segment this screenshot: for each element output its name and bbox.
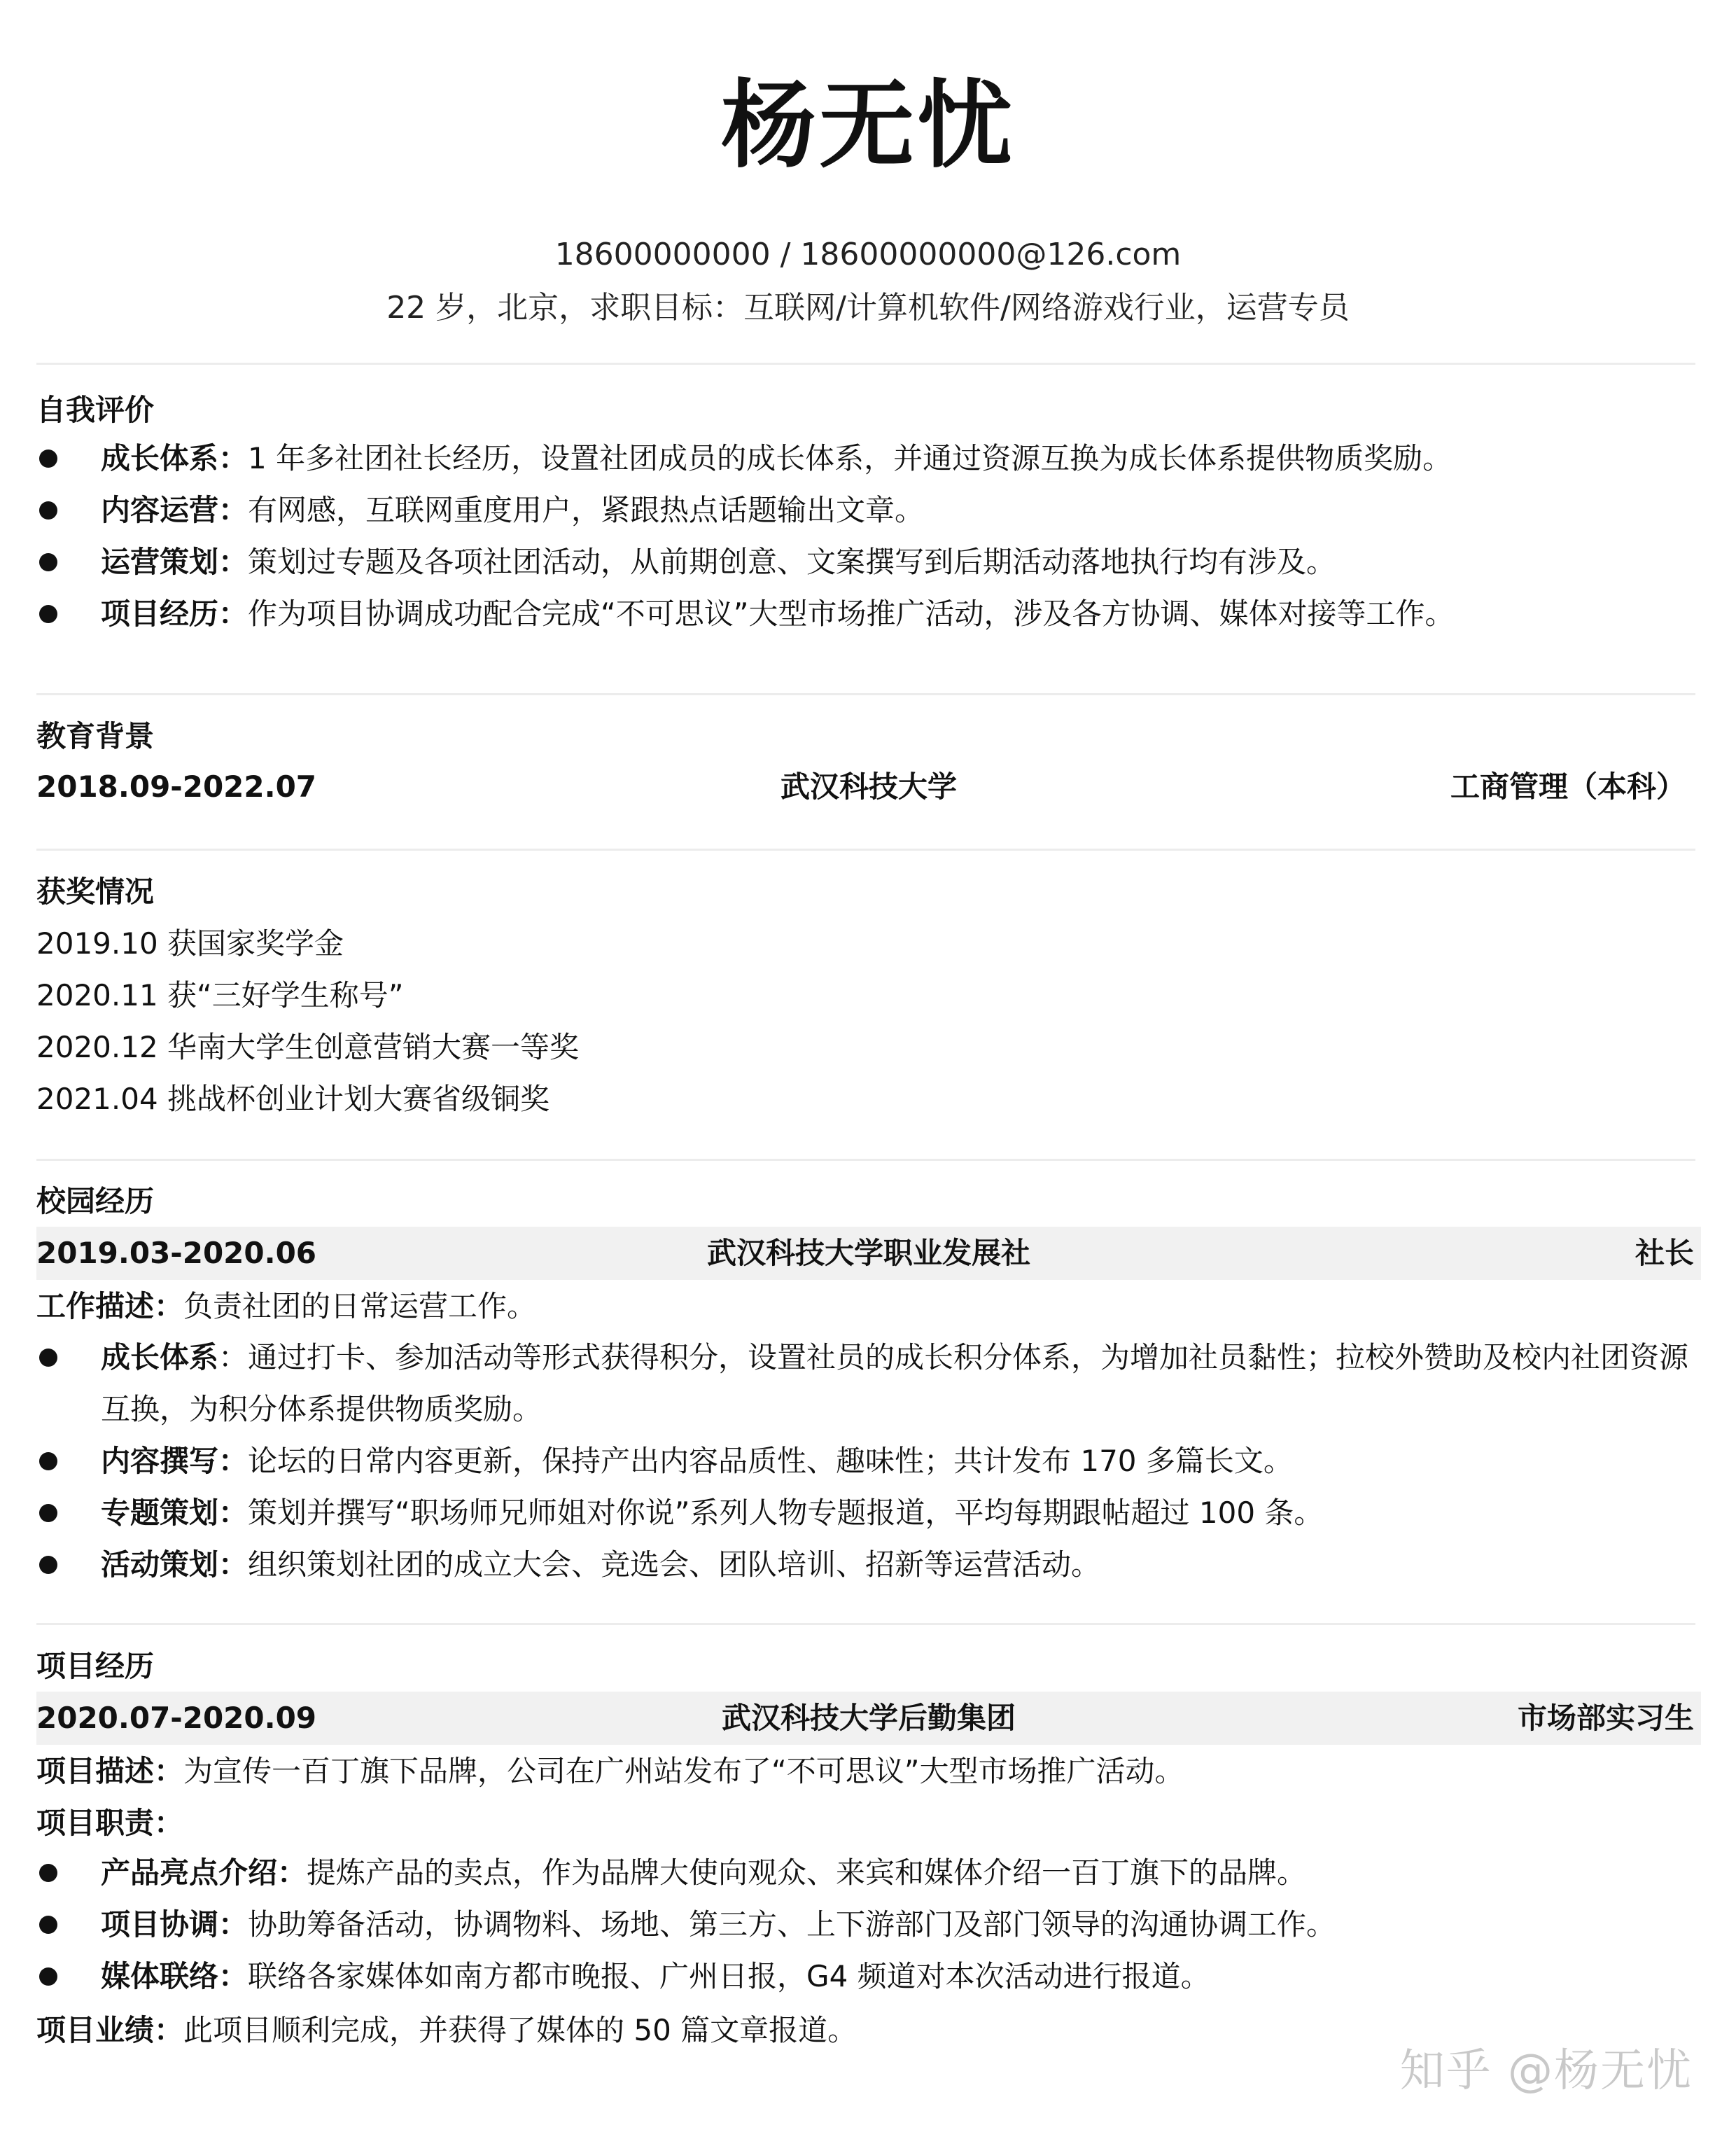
project-date: 2020.07-2020.09 bbox=[36, 1701, 317, 1735]
divider bbox=[36, 693, 1695, 695]
section-title-self-eval: 自我评价 bbox=[36, 393, 155, 427]
project-result bbox=[36, 2009, 857, 2051]
bullet-icon bbox=[39, 1504, 57, 1522]
education-major: 工商管理（本科） bbox=[1450, 769, 1686, 804]
award-item: 2020.12 华南大学生创意营销大赛一等奖 bbox=[36, 1030, 580, 1064]
list-item bbox=[36, 1487, 1702, 1539]
item-label: 产品亮点介绍： bbox=[101, 1855, 307, 1890]
list-item bbox=[36, 1899, 1702, 1951]
desc-label: 工作描述： bbox=[36, 1289, 184, 1323]
project-row bbox=[36, 1692, 1701, 1745]
bullet-icon bbox=[39, 1452, 57, 1470]
list-item bbox=[36, 485, 1702, 536]
item-text: 提炼产品的卖点，作为品牌大使向观众、来宾和媒体介绍一百丁旗下的品牌。 bbox=[307, 1855, 1307, 1890]
info-line: 22 岁，北京，求职目标：互联网/计算机软件/网络游戏行业，运营专员 bbox=[386, 290, 1350, 326]
project-role: 市场部实习生 bbox=[1517, 1701, 1694, 1735]
item-text: 有网感，互联网重度用户，紧跟热点话题输出文章。 bbox=[248, 493, 925, 527]
item-text: ：通过打卡、参加活动等形式获得积分，设置社员的成长积分体系，为增加社员黏性；拉校外赞助及校内社团资源互换，为积分体系提供物质奖励。 bbox=[101, 1340, 1689, 1426]
campus-row bbox=[36, 1227, 1701, 1280]
bullet-icon bbox=[39, 553, 57, 571]
item-label: 成长体系： bbox=[101, 441, 248, 475]
desc-text: 负责社团的日常运营工作。 bbox=[183, 1289, 537, 1323]
bullet-icon bbox=[39, 1864, 57, 1882]
section-title-awards: 获奖情况 bbox=[36, 875, 155, 909]
bullet-icon bbox=[39, 1349, 57, 1367]
award-item: 2021.04 挑战杯创业计划大赛省级铜奖 bbox=[36, 1082, 550, 1116]
section-title-project: 项目经历 bbox=[36, 1649, 155, 1683]
education-school: 武汉科技大学 bbox=[780, 769, 957, 804]
item-label: 内容撰写： bbox=[101, 1444, 248, 1478]
item-label: 项目经历： bbox=[101, 597, 248, 631]
item-text: 联络各家媒体如南方都市晚报、广州日报，G4 频道对本次活动进行报道。 bbox=[248, 1959, 1210, 1993]
list-item bbox=[36, 1435, 1702, 1487]
project-description bbox=[36, 1750, 1184, 1792]
divider bbox=[36, 1159, 1695, 1161]
candidate-name: 杨无忧 bbox=[721, 71, 1015, 181]
desc-label: 项目描述： bbox=[36, 1754, 184, 1788]
list-item bbox=[36, 536, 1702, 588]
list-item bbox=[36, 1332, 1702, 1435]
item-text: 协助筹备活动，协调物料、场地、第三方、上下游部门及部门领导的沟通协调工作。 bbox=[248, 1907, 1336, 1942]
campus-description bbox=[36, 1286, 536, 1328]
item-text: 作为项目协调成功配合完成“不可思议”大型市场推广活动，涉及各方协调、媒体对接等工作。 bbox=[248, 597, 1455, 631]
campus-org: 武汉科技大学职业发展社 bbox=[706, 1236, 1030, 1270]
section-title-education: 教育背景 bbox=[36, 719, 155, 753]
campus-role: 社长 bbox=[1634, 1236, 1694, 1270]
bullet-icon bbox=[39, 450, 57, 468]
award-item: 2019.10 获国家奖学金 bbox=[36, 926, 344, 961]
item-text: 论坛的日常内容更新，保持产出内容品质性、趣味性；共计发布 170 多篇长文。 bbox=[248, 1444, 1293, 1478]
project-duty-heading bbox=[36, 1802, 183, 1844]
item-label: 项目协调： bbox=[101, 1907, 248, 1942]
education-row bbox=[36, 760, 1701, 814]
desc-text: 为宣传一百丁旗下品牌，公司在广州站发布了“不可思议”大型市场推广活动。 bbox=[183, 1754, 1184, 1788]
contact-line: 18600000000 / 18600000000@126.com bbox=[554, 237, 1182, 272]
section-title-campus: 校园经历 bbox=[36, 1184, 155, 1218]
watermark: 知乎 @杨无忧 bbox=[1399, 2045, 1693, 2097]
divider bbox=[36, 849, 1695, 851]
list-item bbox=[36, 433, 1702, 485]
project-org: 武汉科技大学后勤集团 bbox=[721, 1701, 1016, 1735]
item-text: 组织策划社团的成立大会、竞选会、团队培训、招新等运营活动。 bbox=[248, 1547, 1101, 1582]
list-item bbox=[36, 1847, 1702, 1899]
item-label: 成长体系 bbox=[101, 1340, 219, 1374]
result-text: 此项目顺利完成，并获得了媒体的 50 篇文章报道。 bbox=[183, 2013, 858, 2047]
award-item: 2020.11 获“三好学生称号” bbox=[36, 978, 404, 1012]
item-label: 运营策划： bbox=[101, 545, 248, 579]
list-item bbox=[36, 1539, 1702, 1591]
divider bbox=[36, 363, 1695, 365]
bullet-icon bbox=[39, 501, 57, 520]
item-text: 策划并撰写“职场师兄师姐对你说”系列人物专题报道，平均每期跟帖超过 100 条。 bbox=[248, 1496, 1324, 1530]
item-label: 内容运营： bbox=[101, 493, 248, 527]
bullet-icon bbox=[39, 1916, 57, 1934]
bullet-icon bbox=[39, 1967, 57, 1986]
list-item bbox=[36, 1951, 1702, 2002]
campus-date: 2019.03-2020.06 bbox=[36, 1236, 317, 1270]
item-label: 活动策划： bbox=[101, 1547, 248, 1582]
result-label: 项目业绩： bbox=[36, 2013, 184, 2047]
item-label: 专题策划： bbox=[101, 1496, 248, 1530]
bullet-icon bbox=[39, 605, 57, 623]
list-item bbox=[36, 588, 1702, 640]
item-text: 策划过专题及各项社团活动，从前期创意、文案撰写到后期活动落地执行均有涉及。 bbox=[248, 545, 1336, 579]
item-text: 1 年多社团社长经历，设置社团成员的成长体系，并通过资源互换为成长体系提供物质奖励。 bbox=[248, 441, 1452, 475]
bullet-icon bbox=[39, 1556, 57, 1574]
education-date: 2018.09-2022.07 bbox=[36, 769, 317, 804]
item-label: 媒体联络： bbox=[101, 1959, 248, 1993]
duty-label: 项目职责： bbox=[36, 1806, 184, 1840]
divider bbox=[36, 1623, 1695, 1625]
